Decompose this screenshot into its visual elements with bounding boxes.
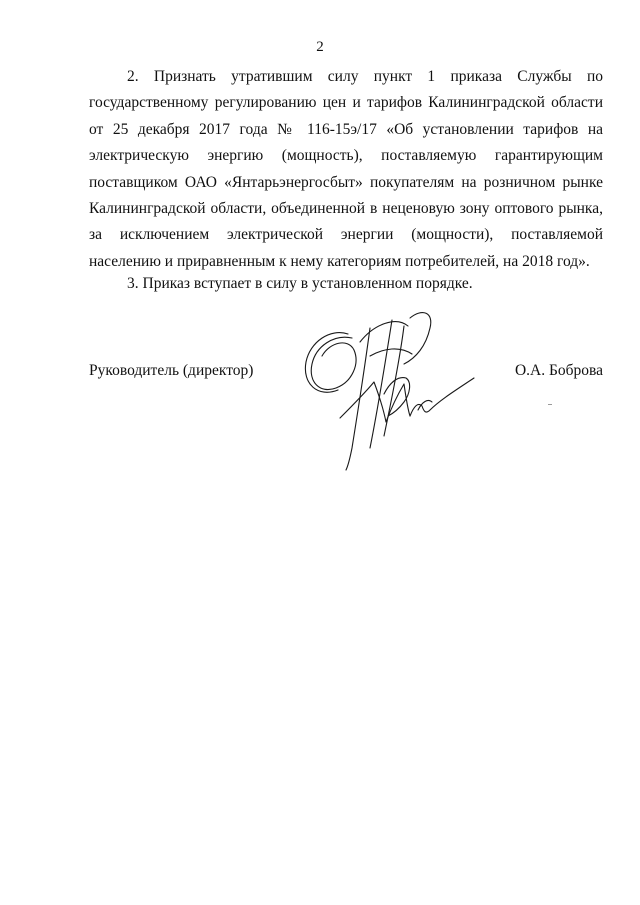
handwritten-signature xyxy=(300,298,480,473)
signatory-name: О.А. Боброва xyxy=(514,362,603,379)
scan-speck xyxy=(548,404,552,405)
paragraph-3: 3. Приказ вступает в силу в установленном порядке. xyxy=(127,275,473,292)
page-number: 2 xyxy=(316,39,324,55)
signatory-role: Руководитель (директор) xyxy=(89,362,254,379)
paragraph-2: 2. Признать утратившим силу пункт 1 приказа Службы по государственному регулированию цен и тарифов Калининградской области от 25 декабря 2017 года № 116-15э/17 «Об установлении тарифов на электрическую энергию (мощность), поставляемую гарантирующим поставщиком ОАО «Янтарьэнергосбыт» покупателям на розничном рынке Калининградской области, объединенной в неценовую зону оптового рынка, за исключением электрической энергии (мощности), поставляемой населению и приравненным к нему категориям потребителей, на 2018 год». xyxy=(89,68,603,270)
